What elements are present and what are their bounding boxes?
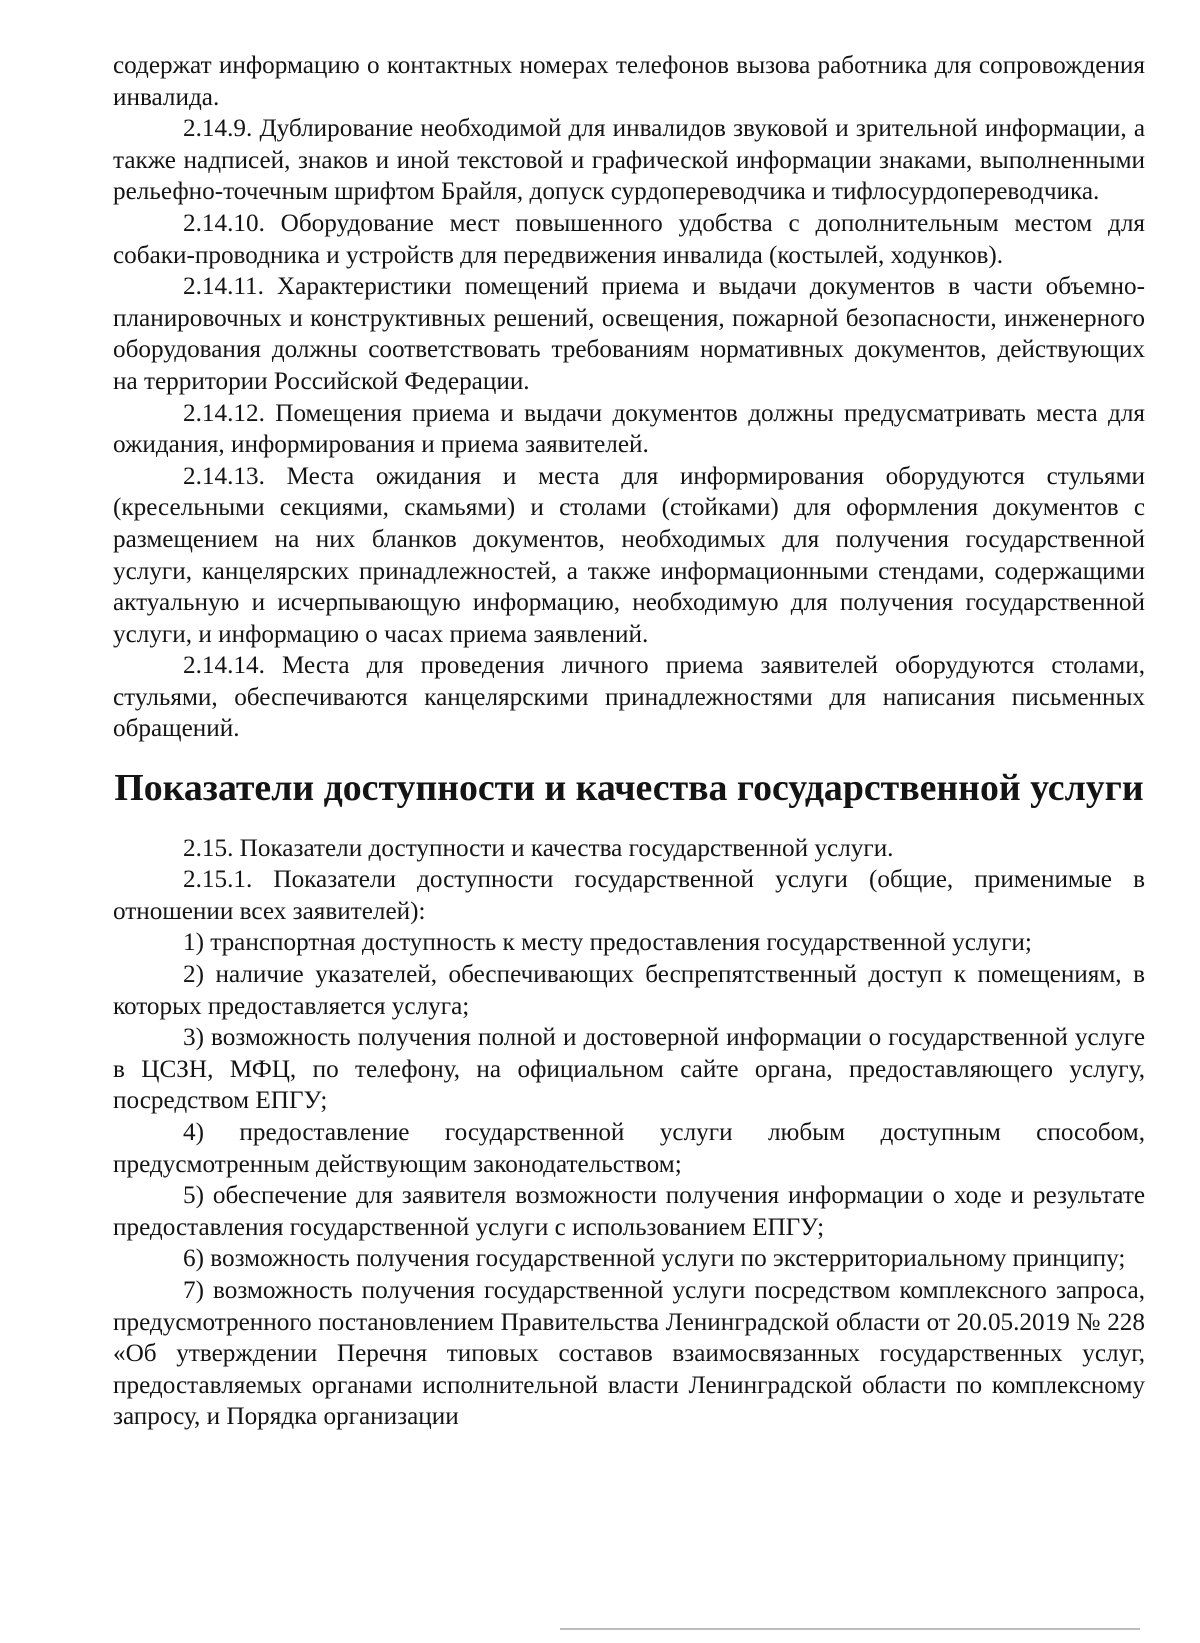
page-edge-line xyxy=(560,1628,1140,1630)
paragraphs-top xyxy=(113,50,1145,745)
list-item: 3) возможность получения полной и достоверной информации о государственной услуге в ЦСЗН, МФЦ, по телефону, на официальном сайте органа, предоставляющего услугу, посредством ЕПГУ; xyxy=(113,1024,1145,1115)
paragraphs-bottom xyxy=(113,833,1145,1433)
paragraph: 2.14.14. Места для проведения личного приема заявителей оборудуются столами, стульями, обеспечиваются канцелярскими принадлежностями для написания письменных обращений. xyxy=(113,652,1145,743)
paragraph: 2.14.9. Дублирование необходимой для инвалидов звуковой и зрительной информации, а также надписей, знаков и иной текстовой и графической информации знаками, выполненными рельефно-точечным шрифтом Брайля, допуск сурдопереводчика и тифлосурдопереводчика. xyxy=(113,115,1145,206)
paragraph: 2.14.11. Характеристики помещений приема и выдачи документов в части объемно-планировочных и конструктивных решений, освещения, пожарной безопасности, инженерного оборудования должны соответствовать требованиям нормативных документов, действующих на территории Российской Федерации. xyxy=(113,273,1145,395)
list-item: 5) обеспечение для заявителя возможности получения информации о ходе и результате предоставления государственной услуги с использованием ЕПГУ; xyxy=(113,1182,1145,1241)
list-item: 4) предоставление государственной услуги любым доступным способом, предусмотренным действующим законодательством; xyxy=(113,1119,1145,1178)
paragraph: содержат информацию о контактных номерах телефонов вызова работника для сопровождения инвалида. xyxy=(113,52,1145,111)
paragraph: 2.15. Показатели доступности и качества государственной услуги. xyxy=(183,834,894,862)
paragraph: 2.14.13. Места ожидания и места для информирования оборудуются стульями (кресельными секциями, скамьями) и столами (стойками) для оформления документов с размещением на них бланков документов, необходимых для получения государственной услуги, канцелярских принадлежностей, а также информационными стендами, содержащими актуальную и исчерпывающую информацию, необходимую для получения государственной услуги, и информацию о часах приема заявлений. xyxy=(113,462,1145,648)
section-heading: Показатели доступности и качества государственной услуги xyxy=(114,767,1144,810)
list-item: 6) возможность получения государственной услуги по экстерриториальному принципу; xyxy=(183,1245,1126,1273)
paragraph: 2.15.1. Показатели доступности государственной услуги (общие, применимые в отношении всех заявителей): xyxy=(113,866,1145,925)
list-item: 2) наличие указателей, обеспечивающих беспрепятственный доступ к помещениям, в которых предоставляется услуга; xyxy=(113,961,1145,1020)
list-item: 7) возможность получения государственной услуги посредством комплексного запроса, предусмотренного постановлением Правительства Ленинградской области от 20.05.2019 № 228 «Об утверждении Перечня типовых составов взаимосвязанных государственных услуг, предоставляемых органами исполнительной власти Ленинградской области по комплексному запросу, и Порядка организации xyxy=(113,1276,1145,1431)
document-page xyxy=(113,50,1145,1433)
paragraph: 2.14.10. Оборудование мест повышенного удобства с дополнительным местом для собаки-проводника и устройств для передвижения инвалида (костылей, ходунков). xyxy=(113,209,1145,269)
list-item: 1) транспортная доступность к месту предоставления государственной услуги; xyxy=(183,929,1032,957)
paragraph: 2.14.12. Помещения приема и выдачи документов должны предусматривать места для ожидания, информирования и приема заявителей. xyxy=(113,399,1145,459)
